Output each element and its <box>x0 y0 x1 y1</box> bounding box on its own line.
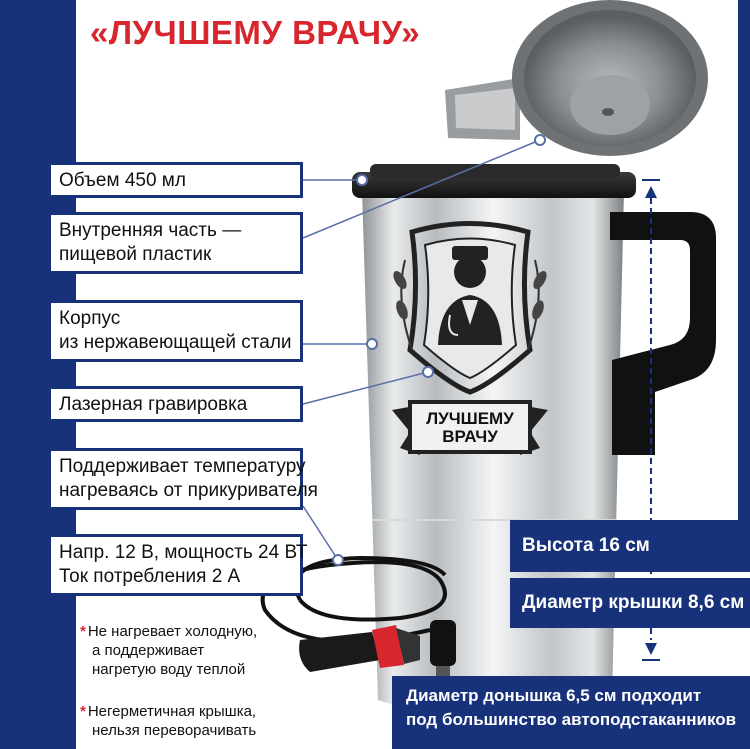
feature-inner-part <box>48 212 303 274</box>
dimension-bottom-line-2: под большинство автоподстаканников <box>406 710 737 729</box>
feature-temperature-line-2: нагреваясь от прикуривателя <box>59 480 318 501</box>
feature-body <box>48 300 303 362</box>
engraving-line-1: ЛУЧШЕМУ <box>426 409 514 428</box>
feature-temperature <box>48 448 318 510</box>
feature-temperature-line-1: Поддерживает температуру <box>59 456 306 477</box>
feature-power-line-1: Напр. 12 В, мощность 24 ВТ <box>59 542 308 563</box>
feature-engraving <box>48 386 303 422</box>
product-title: «ЛУЧШЕМУ ВРАЧУ» <box>90 14 421 51</box>
engraving-line-2: ВРАЧУ <box>442 427 498 446</box>
feature-engraving-text: Лазерная гравировка <box>59 394 248 415</box>
note-heating-line-2: а поддерживает <box>92 642 205 659</box>
dimension-bottom-line-1: Диаметр донышка 6,5 см подходит <box>406 686 702 705</box>
engraving-text <box>412 410 528 446</box>
note-lid-line-1: Негерметичная крышка, <box>87 703 257 720</box>
feature-body-line-2: из нержавеющащей стали <box>59 332 292 353</box>
feature-power-line-2: Ток потребления 2 А <box>59 566 241 587</box>
note-heating-line-1: Не нагревает холодную, <box>87 623 258 640</box>
dimension-lid-text: Диаметр крышки 8,6 см <box>522 592 745 613</box>
feature-body-line-1: Корпус <box>59 308 121 329</box>
dimension-height-text: Высота 16 см <box>522 535 650 556</box>
feature-power <box>48 534 308 596</box>
dimension-height <box>510 520 750 572</box>
feature-volume <box>48 162 303 198</box>
note-heating-line-3: нагретую воду теплой <box>92 661 246 678</box>
feature-inner-line-2: пищевой пластик <box>59 244 212 265</box>
dimension-lid-diameter <box>510 578 750 628</box>
note-lid-star: * <box>80 703 86 720</box>
dimension-bottom-diameter <box>392 676 750 749</box>
feature-volume-text: Объем 450 мл <box>59 170 186 191</box>
feature-inner-line-1: Внутренняя часть — <box>59 220 242 241</box>
note-heating-star: * <box>80 623 86 640</box>
note-lid <box>80 702 256 740</box>
inner-cup <box>445 0 708 156</box>
note-heating <box>80 622 257 679</box>
note-lid-line-2: нельзя переворачивать <box>92 722 257 739</box>
